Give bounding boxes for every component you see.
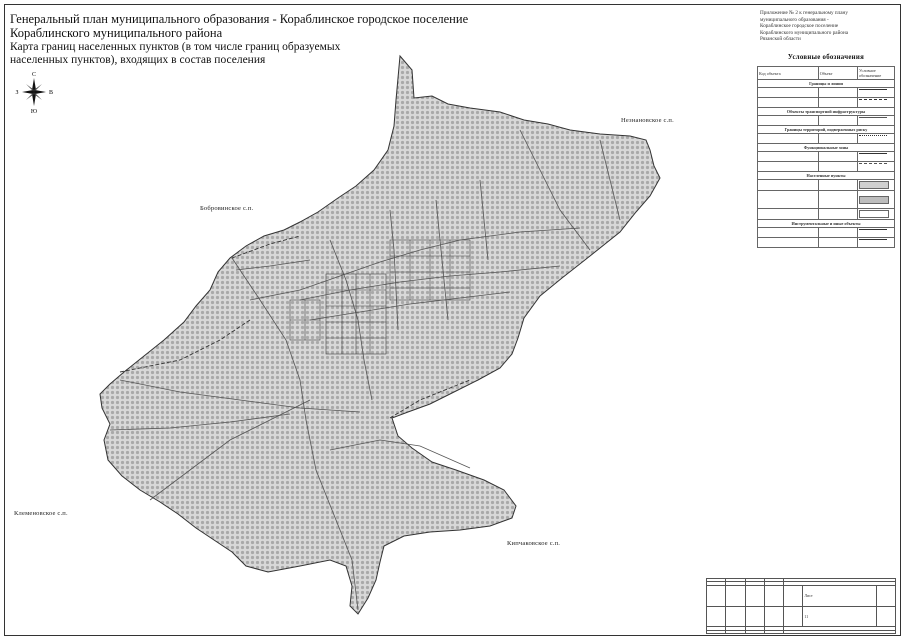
title-line-2: Кораблинского муниципального района bbox=[10, 26, 223, 40]
legend-row bbox=[758, 134, 895, 144]
legend-row bbox=[758, 238, 895, 248]
legend-header-row bbox=[758, 67, 895, 80]
legend-row bbox=[758, 162, 895, 172]
appendix-line: муниципального образования - bbox=[760, 16, 829, 23]
legend-section: Населенные пункты bbox=[758, 172, 895, 180]
legend-section: Объекты транспортной инфраструктуры bbox=[758, 108, 895, 116]
legend-row bbox=[758, 88, 895, 98]
neighbor-label-bottom: Кипчаковское с.п. bbox=[507, 540, 561, 547]
compass-west: З bbox=[15, 90, 19, 96]
legend-col-name: Объект bbox=[818, 67, 857, 80]
appendix-line: Кораблинского муниципального района bbox=[760, 29, 849, 36]
compass-north: С bbox=[31, 72, 37, 78]
legend-section: Границы территорий, подверженных риску bbox=[758, 126, 895, 134]
appendix-line: Кораблинское городское поселение bbox=[760, 23, 839, 30]
stamp-sheet-number: 11 bbox=[803, 606, 876, 627]
neighbor-label-left: Бобровинское с.п. bbox=[200, 205, 254, 212]
legend-row bbox=[758, 191, 895, 209]
neighbor-label-top-right: Незнановское с.п. bbox=[621, 117, 674, 124]
legend-row bbox=[758, 209, 895, 220]
legend-row bbox=[758, 152, 895, 162]
stamp-sheet-label: Лист bbox=[803, 585, 876, 606]
neighbor-label-bottom-left: Клеменовское с.п. bbox=[14, 510, 68, 517]
map-subtitle: Карта границ населенных пунктов (в том числе границ образуемых населенных пунктов), входящих в состав поселения bbox=[10, 41, 341, 66]
legend-col-symbol: Условное обозначение bbox=[858, 67, 895, 80]
legend-row bbox=[758, 98, 895, 108]
legend-table bbox=[757, 66, 895, 248]
legend-col-code: Код объекта bbox=[758, 67, 819, 80]
legend-row bbox=[758, 180, 895, 191]
appendix-line: Приложение № 2 к генеральному плану bbox=[760, 10, 848, 16]
settlement-territory bbox=[100, 56, 660, 614]
legend-row bbox=[758, 116, 895, 126]
appendix-line: Рязанской области bbox=[760, 36, 801, 43]
legend-section: Инструментальные и иные объекты bbox=[758, 220, 895, 228]
compass-east: В bbox=[48, 90, 54, 96]
title-block-stamp bbox=[706, 578, 896, 634]
legend-title: Условные обозначения bbox=[787, 54, 865, 61]
legend-section: Границы и линии bbox=[758, 80, 895, 88]
legend-panel bbox=[757, 54, 895, 260]
legend-section: Функциональные зоны bbox=[758, 144, 895, 152]
title-line-1: Генеральный план муниципального образования - Кораблинское городское поселение bbox=[10, 12, 469, 26]
legend-row bbox=[758, 228, 895, 238]
appendix-note bbox=[760, 10, 896, 43]
compass-south: Ю bbox=[30, 109, 38, 114]
